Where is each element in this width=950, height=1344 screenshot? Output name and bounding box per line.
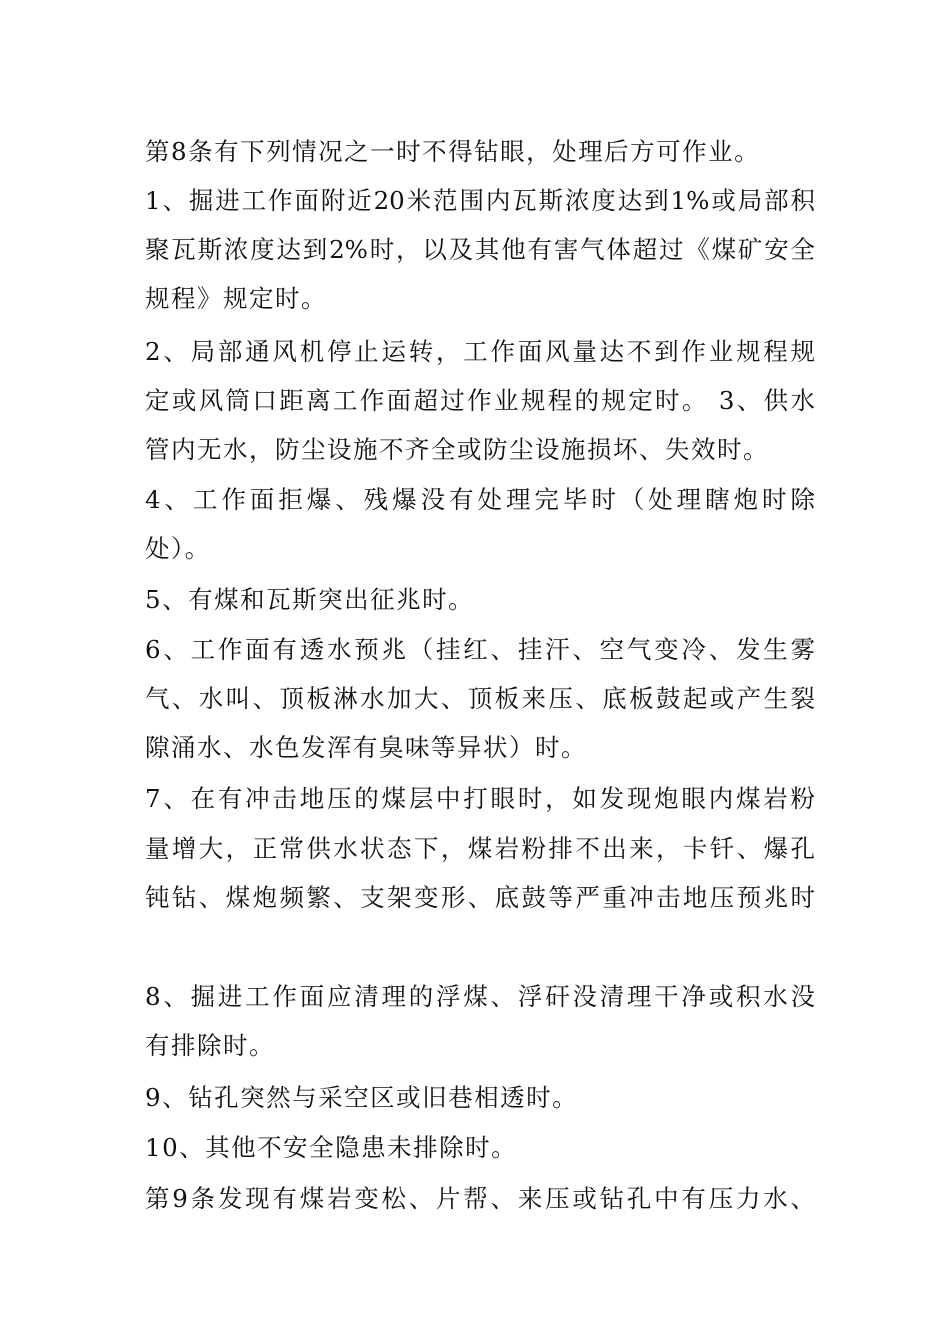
text-line: 第8条有下列情况之一时不得钻眼，处理后方可作业。	[145, 137, 761, 166]
text-line: 10、其他不安全隐患未排除时。	[145, 1133, 518, 1162]
text-line: 聚瓦斯浓度达到2%时，以及其他有害气体超过《煤矿安全	[145, 235, 815, 264]
text-line: 6、工作面有透水预兆（挂红、挂汗、空气变冷、发生雾	[145, 635, 815, 664]
text-line: 有排除时。	[145, 1031, 275, 1060]
text-line: 定或风筒口距离工作面超过作业规程的规定时。 3、供水	[145, 386, 815, 415]
text-line: 7、在有冲击地压的煤层中打眼时，如发现炮眼内煤岩粉	[145, 784, 815, 813]
text-line: 2、局部通风机停止运转，工作面风量达不到作业规程规	[145, 337, 815, 366]
text-line: 5、有煤和瓦斯突出征兆时。	[145, 585, 475, 614]
text-line: 第9条发现有煤岩变松、片帮、来压或钻孔中有压力水、	[145, 1184, 815, 1213]
text-line: 规程》规定时。	[145, 284, 327, 313]
text-line: 8、掘进工作面应清理的浮煤、浮矸没清理干净或积水没	[145, 982, 815, 1011]
text-line: 气、水叫、顶板淋水加大、顶板来压、底板鼓起或产生裂	[145, 684, 815, 713]
text-line: 钝钻、煤炮频繁、支架变形、底鼓等严重冲击地压预兆时	[145, 883, 815, 912]
text-line: 量增大，正常供水状态下，煤岩粉排不出来，卡钎、爆孔	[145, 834, 815, 863]
text-line: 管内无水，防尘设施不齐全或防尘设施损坏、失效时。	[145, 435, 769, 464]
text-line: 4、工作面拒爆、残爆没有处理完毕时（处理瞎炮时除	[145, 485, 815, 514]
text-line: 1、掘进工作面附近20米范围内瓦斯浓度达到1%或局部积	[145, 186, 815, 215]
text-line: 隙涌水、水色发浑有臭味等异状）时。	[145, 733, 587, 762]
text-line: 处）。	[145, 534, 211, 563]
text-line: 9、钻孔突然与采空区或旧巷相透时。	[145, 1083, 579, 1112]
